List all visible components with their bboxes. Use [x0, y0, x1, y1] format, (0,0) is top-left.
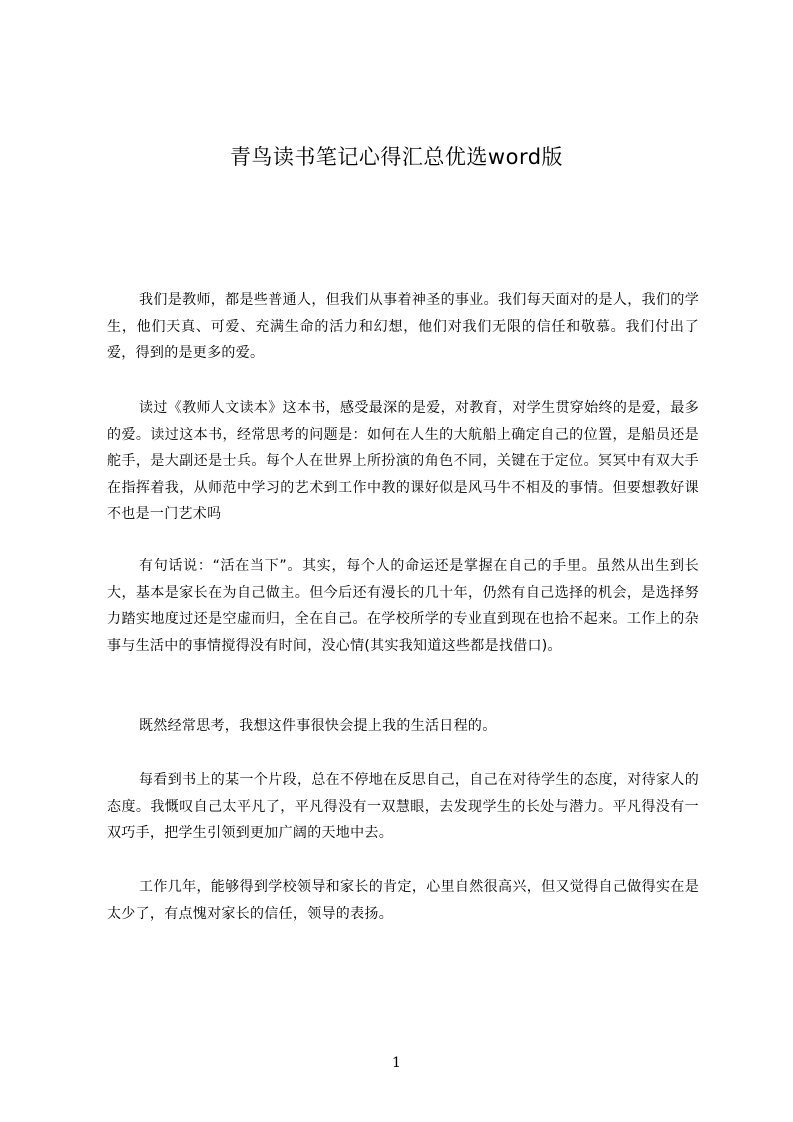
paragraph: 读过《教师人文读本》这本书，感受最深的是爱，对教育，对学生贯穿始终的是爱，最多的爱。读过这本书，经常思考的问题是：如何在人生的大航船上确定自己的位置，是船员还是舵手，是大副还是士兵。每个人在世界上所扮演的角色不同，关键在于定位。冥冥中有双大手在指挥着我，从师范中学习的艺术到工作中教的课好似是风马牛不相及的事情。但要想教好课不也是一门艺术吗: [107, 400, 699, 523]
paragraph: 工作几年，能够得到学校领导和家长的肯定，心里自然很高兴，但又觉得自己做得实在是太少了，有点愧对家长的信任，领导的表扬。: [107, 879, 699, 922]
paragraph: 有句话说：“活在当下”。其实，每个人的命运还是掌握在自己的手里。虽然从出生到长大，基本是家长在为自己做主。但今后还有漫长的几十年，仍然有自己选择的机会，是选择努力踏实地度过还是空虚而归，全在自己。在学校所学的专业直到现在也拾不起来。工作上的杂事与生活中的事情搅得没有时间，没心情(其实我知道这些都是找借口)。: [107, 558, 699, 654]
paragraph: 每看到书上的某一个片段，总在不停地在反思自己，自己在对待学生的态度，对待家人的态度。我慨叹自己太平凡了，平凡得没有一双慧眼，去发现学生的长处与潜力。平凡得没有一双巧手，把学生引领到更加广阔的天地中去。: [107, 772, 699, 842]
paragraph: 我们是教师，都是些普通人，但我们从事着神圣的事业。我们每天面对的是人，我们的学生，他们天真、可爱、充满生命的活力和幻想，他们对我们无限的信任和敬慕。我们付出了爱，得到的是更多的爱。: [107, 292, 699, 362]
document-title: 青鸟读书笔记心得汇总优选word版: [229, 145, 564, 169]
page-number: 1: [392, 1055, 401, 1071]
paragraph: 既然经常思考，我想这件事很快会提上我的生活日程的。: [139, 718, 497, 734]
